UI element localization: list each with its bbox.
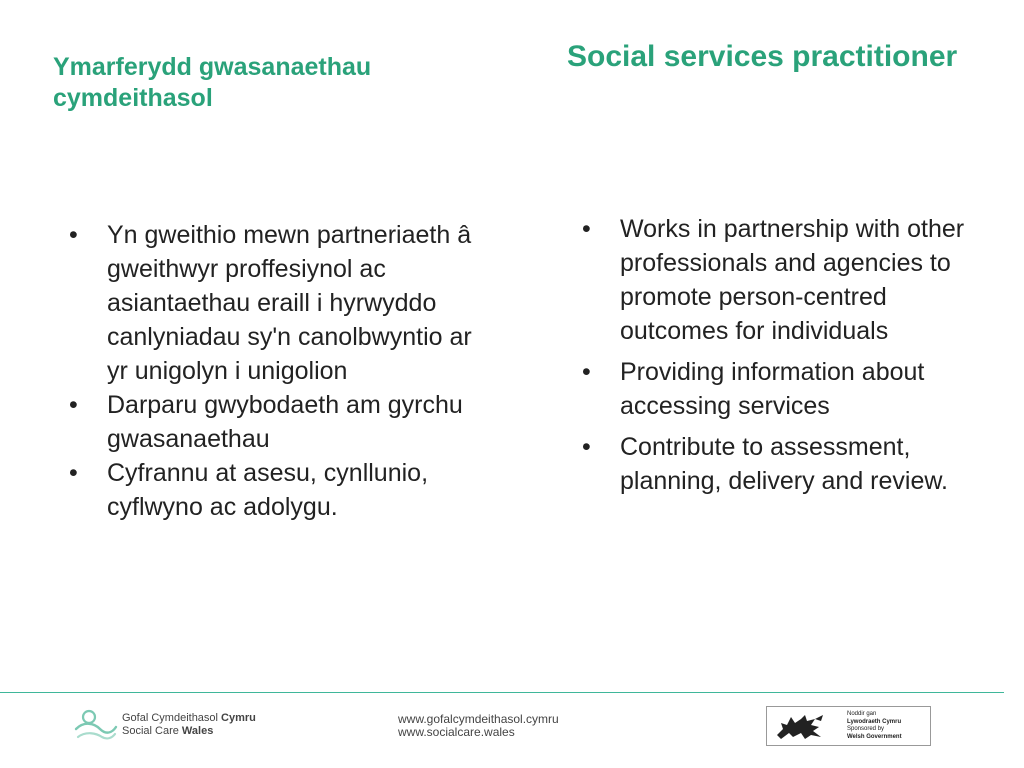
- social-care-wales-logo: [72, 707, 256, 743]
- url-english[interactable]: www.socialcare.wales: [398, 725, 515, 739]
- welsh-government-text: [847, 711, 902, 741]
- english-bullet-item: • Works in partnership with other professionals and agencies to promote person-centred outcomes for individuals: [568, 212, 968, 348]
- welsh-bullet-item: • Cyfrannu at asesu, cynllunio, cyflwyno ac adolygu.: [55, 456, 495, 524]
- welsh-bullet-list: [55, 218, 495, 524]
- logo-line1-regular: Gofal Cymdeithasol: [122, 712, 222, 724]
- english-title: Social services practitioner: [567, 40, 958, 73]
- logo-line2-bold: Wales: [181, 725, 214, 737]
- logo-line1-bold: Cymru: [221, 712, 256, 724]
- wg-line4: Welsh Government: [847, 733, 902, 740]
- wg-line3: Sponsored by: [847, 726, 885, 732]
- welsh-government-badge: [766, 706, 931, 746]
- english-bullet-item: • Providing information about accessing services: [568, 355, 968, 423]
- url-welsh[interactable]: www.gofalcymdeithasol.cymru: [398, 712, 559, 726]
- welsh-bullet-item: • Yn gweithio mewn partneriaeth â gweithwyr proffesiynol ac asiantaethau eraill i hyrwyddo canlyniadau sy'n canolbwyntio ar yr unigolyn i unigolion: [55, 218, 495, 388]
- footer-urls: [398, 713, 559, 739]
- social-care-wales-logo-icon: [72, 707, 118, 743]
- english-bullet-list: [568, 212, 968, 505]
- welsh-dragon-icon: [771, 709, 831, 743]
- wg-line1: Noddir gan: [847, 711, 877, 717]
- social-care-wales-wordmark: [122, 712, 256, 738]
- english-bullet-item: • Contribute to assessment, planning, delivery and review.: [568, 430, 968, 498]
- footer-divider: [0, 692, 1004, 693]
- wg-line2: Lywodraeth Cymru: [847, 718, 902, 725]
- welsh-title: Ymarferydd gwasanaethau cymdeithasol: [53, 53, 372, 112]
- welsh-bullet-item: • Darparu gwybodaeth am gyrchu gwasanaethau: [55, 388, 495, 456]
- logo-line2-regular: Social Care: [122, 725, 182, 737]
